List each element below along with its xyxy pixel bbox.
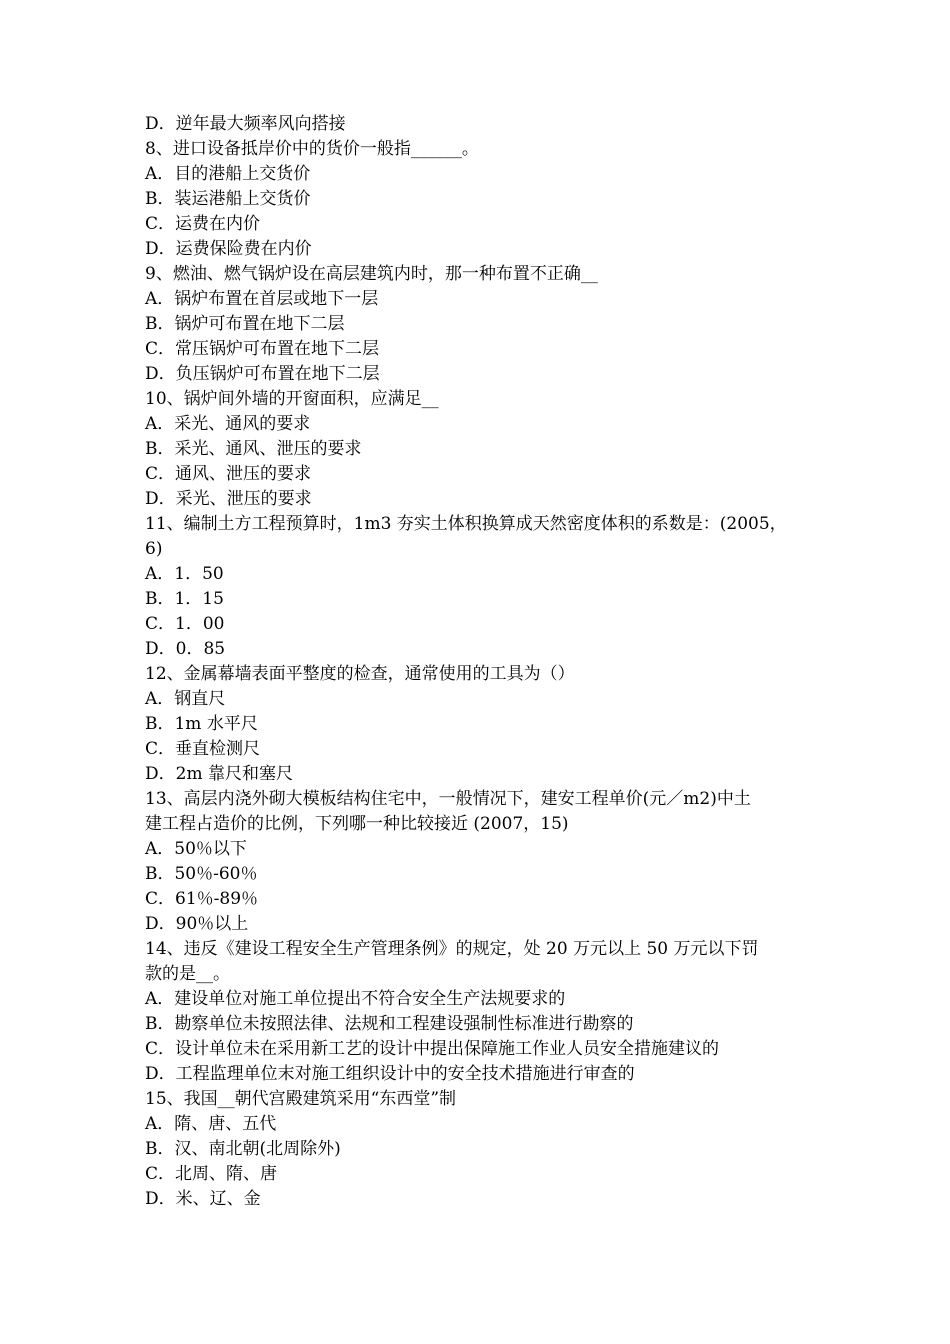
option-a: A．建设单位对施工单位提出不符合安全生产法规要求的 [145,989,566,1009]
option-c: C．运费在内价 [145,214,261,234]
option-c: C．1．00 [145,614,225,634]
question-14-cont: 款的是__。 [145,964,230,984]
option-b: B．锅炉可布置在地下二层 [145,314,345,334]
question-13: 13、高层内浇外砌大模板结构住宅中，一般情况下，建安工程单价(元／m2)中土 [145,789,751,809]
question-12: 12、金属幕墙表面平整度的检查，通常使用的工具为（） [145,664,575,684]
option-b: B．装运港船上交货价 [145,189,311,209]
option-b: B．1m 水平尺 [145,714,258,734]
option-d: D．米、辽、金 [145,1189,261,1209]
question-11: 11、编制土方工程预算时，1m3 夯实土体积换算成天然密度体积的系数是：(2005， [145,514,787,534]
option-a: A．钢直尺 [145,689,226,709]
option-a: A．采光、通风的要求 [145,414,311,434]
option-c: C．常压锅炉可布置在地下二层 [145,339,380,359]
question-11-cont: 6) [145,539,163,559]
option-d: D．工程监理单位末对施工组织设计中的安全技术措施进行审查的 [145,1064,635,1084]
option-d: D．2m 靠尺和塞尺 [145,764,293,784]
option-a: A．1．50 [145,564,224,584]
question-8: 8、进口设备抵岸价中的货价一般指______。 [145,139,479,159]
question-13-cont: 建工程占造价的比例，下列哪一种比较接近 (2007，15) [145,814,569,834]
option-c: C．垂直检测尺 [145,739,261,759]
option-b: B．1．15 [145,589,224,609]
option-d: D．运费保险费在内价 [145,239,312,259]
option-a: A．50％以下 [145,839,247,859]
option-d: D．负压锅炉可布置在地下二层 [145,364,380,384]
option-d: D．90％以上 [145,914,249,934]
option-b: B．勘察单位未按照法律、法规和工程建设强制性标准进行勘察的 [145,1014,634,1034]
option-a: A．目的港船上交货价 [145,164,311,184]
document-page [145,112,815,1212]
option-b: B．汉、南北朝(北周除外) [145,1139,341,1159]
option-d: D．0．85 [145,639,226,659]
option-d: D．采光、泄压的要求 [145,489,312,509]
option-a: A．锅炉布置在首层或地下一层 [145,289,379,309]
question-15: 15、我国__朝代宫殿建筑采用“东西堂”制 [145,1089,457,1109]
option-c: C．设计单位未在采用新工艺的设计中提出保障施工作业人员安全措施建议的 [145,1039,720,1059]
question-14: 14、违反《建设工程安全生产管理条例》的规定，处 20 万元以上 50 万元以下罚 [145,939,759,959]
question-9: 9、燃油、燃气锅炉设在高层建筑内时，那一种布置不正确__ [145,264,598,284]
option-c: C．61％-89％ [145,889,259,909]
question-10: 10、锅炉间外墙的开窗面积，应满足__ [145,389,439,409]
option-c: C．北周、隋、唐 [145,1164,278,1184]
option-b: B．采光、通风、泄压的要求 [145,439,362,459]
text-line: D．逆年最大频率风向搭接 [145,114,346,134]
option-c: C．通风、泄压的要求 [145,464,312,484]
option-a: A．隋、唐、五代 [145,1114,277,1134]
option-b: B．50％-60％ [145,864,258,884]
